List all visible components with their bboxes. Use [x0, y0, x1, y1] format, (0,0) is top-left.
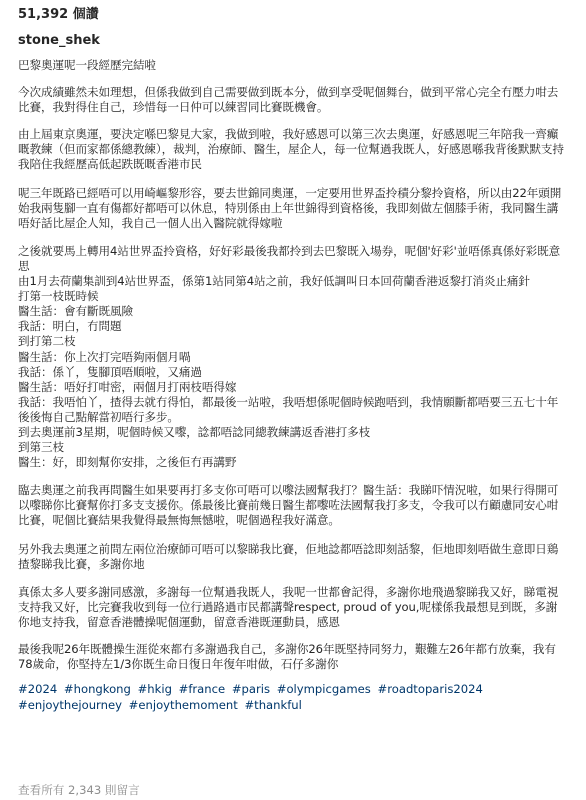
caption-paragraph: 臨去奧運之前我再問醫生如果要再打多支你可唔可以嚟法國幫我打？醫生話：我睇吓情況啦，如果行得開可以嚟睇你比賽幫你打多支支援你。係最後比賽前幾日醫生都嚟咗法國幫我打多支，令我可以冇顧慮同安心咁比賽，呢個比賽結果我覺得最無悔無憾啦，呢個過程我好滿意。	[18, 483, 559, 528]
caption-line: 醫生話：唔好打咁密，兩個月打兩枝唔得嫁	[18, 379, 237, 394]
hashtag-link[interactable]: #france	[178, 682, 226, 697]
caption-paragraph: 之後就要馬上轉用4站世界盃拎資格，好好彩最後我都拎到去巴黎既入場券，呢個'好彩'並唔係真係好彩既意思	[18, 243, 561, 273]
caption-line: 醫生話：會有斷既風險	[18, 304, 133, 319]
caption-line: 打第一枝既時候	[18, 289, 99, 304]
caption-line: 到去奧運前3星期，呢個時候又嚟，諗都唔諗同總教練講返香港打多枝	[18, 424, 371, 439]
caption-paragraph: 另外我去奧運之前問左兩位治療師可唔可以黎睇我比賽，佢地諗都唔諗即刻話黎，佢地即刻唔做生意即日鶏揸黎睇我比賽，多謝你地	[18, 541, 559, 571]
hashtag-link[interactable]: #thankful	[244, 697, 302, 712]
caption-line: 巴黎奧運呢一段經歷完結啦	[18, 58, 156, 72]
caption-line: 我話：係丫，隻腳頂唔順啦，又痛過	[18, 364, 202, 379]
hashtag-link[interactable]: #hkig	[137, 682, 172, 697]
caption-line: 我話：我唔怕丫，揸得去就冇得怕，都最後一站啦，我唔想係呢個時候跑唔到，我情願斷都唔要三五七十年後後悔自己點解當初唔行多步。	[18, 394, 559, 424]
caption-line: 到打第二枝	[18, 334, 76, 349]
caption-paragraph: 今次成績雖然未如理想，但係我做到自己需要做到既本分，做到享受呢個舞台，做到平常心完全冇壓力咁去比賽，我對得住自己，珍惜每一日仲可以練習同比賽既機會。	[18, 85, 559, 115]
hashtag-link[interactable]: #olympicgames	[276, 682, 371, 697]
caption-paragraph: 由1月去荷蘭集訓到4站世界盃，係第1站同第4站之前，我好低調叫日本回荷蘭香港返黎打消炎止痛針	[18, 274, 530, 289]
caption-line: 醫生話：你上次打完唔夠兩個月喎	[18, 349, 191, 364]
post-caption	[18, 58, 568, 672]
caption-paragraph: 呢三年既路已經唔可以用崎嶇黎形容，要去世錦同奧運，一定要用世界盃拎積分黎拎資格，所以由22年頭開始我兩隻腳一直有傷都好都唔可以休息，特別係由上年世錦得到資格後，我即刻做左個膝手術，我同醫生講唔好話比屋企人知，我自己一個人出入醫院就得嫁啦	[18, 185, 562, 230]
likes-count[interactable]: 51,392 個讚	[18, 7, 99, 22]
caption-paragraph: 由上屆東京奧運，要決定喺巴黎見大家，我做到啦，我好感恩可以第三次去奧運，好感恩呢三年陪我一齊癲嘅教練（但而家都係總教練），裁判，治療師、醫生，屋企人，每一位幫過我既人，好感恩喺我背後默默支持我陪住我經歷高低起跌既嘅香港市民	[18, 127, 564, 172]
hashtags	[18, 682, 568, 713]
view-all-comments-link[interactable]: 查看所有 2,343 則留言	[18, 783, 140, 797]
caption-paragraph: 最後我呢26年既體操生涯從來都冇多謝過我自己，多謝你26年既堅持同努力，艱難左26年都冇放棄，我有78歲命，你堅持左1/3你既生命日復日年復年咁做，石仔多謝你	[18, 642, 556, 672]
caption-line: 醫生：好，即刻幫你安排，之後佢冇再講野	[18, 455, 237, 470]
caption-line: 到第三枝	[18, 440, 64, 455]
hashtag-link[interactable]: #paris	[231, 682, 271, 697]
hashtag-link[interactable]: #hongkong	[63, 682, 131, 697]
hashtag-link[interactable]: #roadtoparis2024	[377, 682, 483, 697]
username[interactable]: stone_shek	[18, 33, 100, 48]
hashtag-link[interactable]: #2024	[18, 682, 58, 697]
caption-line: 我話：明白，冇問題	[18, 319, 122, 334]
hashtag-link[interactable]: #enjoythemoment	[128, 697, 238, 712]
caption-paragraph: 真係太多人要多謝同感激，多謝每一位幫過我既人，我呢一世都會記得，多謝你地飛過黎睇我又好，睇電視支持我又好，比完賽我收到每一位行過路過市民都講聲respect, proud of you,呢樣係我最想見到既，多謝你地支持我，留意香港體操呢個運動，留意香港既運動員，感恩	[18, 584, 559, 629]
hashtag-link[interactable]: #enjoythejourney	[18, 697, 122, 712]
